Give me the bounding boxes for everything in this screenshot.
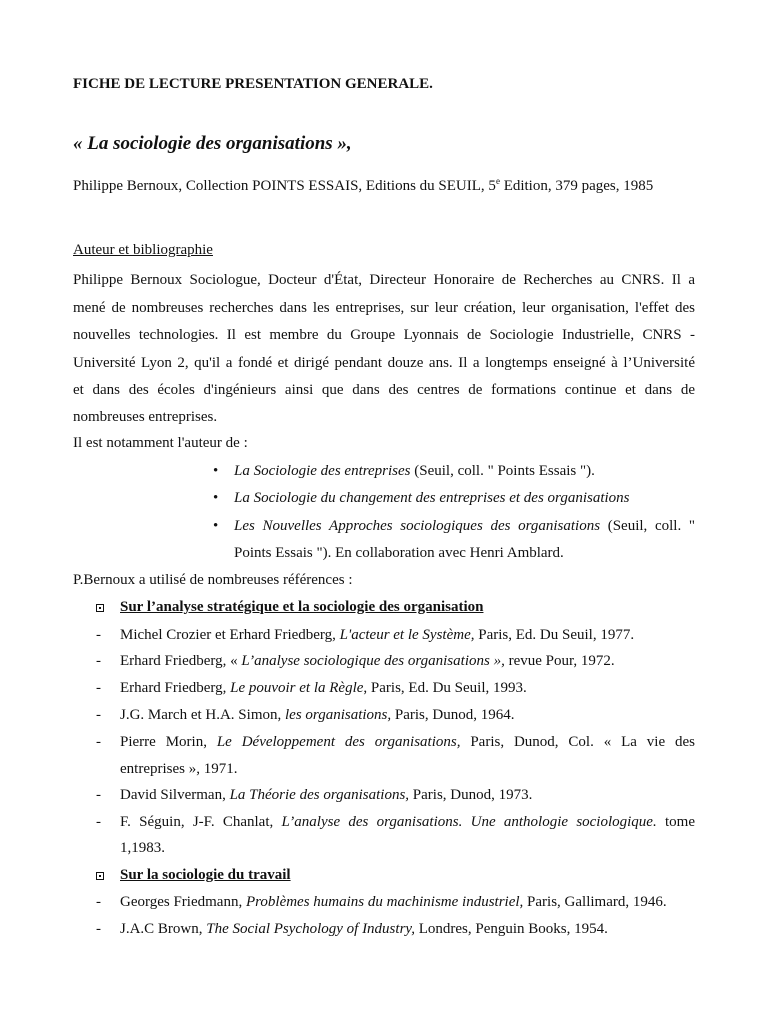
reference-item: Pierre Morin, Le Développement des organisations, Paris, Dunod, Col. « La vie des xyxy=(120,734,695,750)
dash-marker: - xyxy=(96,814,101,830)
dash-marker: - xyxy=(96,894,101,910)
reference-item: Erhard Friedberg, Le pouvoir et la Règle, Paris, Ed. Du Seuil, 1993. xyxy=(120,680,527,696)
bullet-icon: • xyxy=(213,463,219,479)
reference-item: F. Séguin, J-F. Chanlat, L’analyse des organisations. Une anthologie sociologique. tome xyxy=(120,814,695,830)
publication-info: Philippe Bernoux, Collection POINTS ESSAIS, Editions du SEUIL, 5e Edition, 379 pages, 1985 xyxy=(73,176,654,194)
reference-item: Michel Crozier et Erhard Friedberg, L'acteur et le Système, Paris, Ed. Du Seuil, 1977. xyxy=(120,627,635,643)
dash-marker: - xyxy=(96,707,101,723)
checkbox-bullet-icon xyxy=(96,872,104,880)
dash-marker: - xyxy=(96,787,101,803)
author-bio-line: et dans des écoles d'ingénieurs ainsi que dans des centres de formations continue et dans de xyxy=(73,382,695,398)
work-item-continuation: Points Essais "). En collaboration avec Henri Amblard. xyxy=(234,545,564,561)
dash-marker: - xyxy=(96,921,101,937)
checkbox-bullet-icon xyxy=(96,604,104,612)
references-intro: P.Bernoux a utilisé de nombreuses références : xyxy=(73,572,353,588)
bullet-icon: • xyxy=(213,518,219,534)
book-title: « La sociologie des organisations », xyxy=(73,133,352,154)
references-group-heading: Sur l’analyse stratégique et la sociologie des organisation xyxy=(120,599,484,615)
work-item: La Sociologie du changement des entreprises et des organisations xyxy=(234,490,630,506)
author-bio-line: nouvelles technologies. Il est membre du Groupe Lyonnais de Sociologie Industrielle, CNRS - xyxy=(73,327,695,343)
reference-item-continuation: entreprises », 1971. xyxy=(120,761,238,777)
bullet-icon: • xyxy=(213,490,219,506)
dash-marker: - xyxy=(96,653,101,669)
author-bio-line: nombreuses entreprises. xyxy=(73,409,218,425)
reference-item: J.A.C Brown, The Social Psychology of Industry, Londres, Penguin Books, 1954. xyxy=(120,921,608,937)
author-bio-line: Philippe Bernoux Sociologue, Docteur d'État, Directeur Honoraire de Recherches au CNRS. Il a xyxy=(73,272,695,288)
reference-item-continuation: 1,1983. xyxy=(120,840,165,856)
author-section-heading: Auteur et bibliographie xyxy=(73,242,213,258)
dash-marker: - xyxy=(96,734,101,750)
author-bio-line: mené de nombreuses recherches dans les entreprises, sur leur création, leur organisation, l'effet des xyxy=(73,300,695,316)
dash-marker: - xyxy=(96,680,101,696)
author-bio-line: Université Lyon 2, qu'il a fondé et dirigé pendant douze ans. Il a longtemps enseigné à l’Université xyxy=(73,355,695,371)
fiche-title: FICHE DE LECTURE PRESENTATION GENERALE. xyxy=(73,76,433,92)
reference-item: Georges Friedmann, Problèmes humains du machinisme industriel, Paris, Gallimard, 1946. xyxy=(120,894,667,910)
reference-item: Erhard Friedberg, « L’analyse sociologique des organisations », revue Pour, 1972. xyxy=(120,653,615,669)
references-group-heading: Sur la sociologie du travail xyxy=(120,867,291,883)
reference-item: J.G. March et H.A. Simon, les organisations, Paris, Dunod, 1964. xyxy=(120,707,515,723)
reference-item: David Silverman, La Théorie des organisations, Paris, Dunod, 1973. xyxy=(120,787,533,803)
work-item: La Sociologie des entreprises (Seuil, coll. " Points Essais "). xyxy=(234,463,595,479)
dash-marker: - xyxy=(96,627,101,643)
work-item: Les Nouvelles Approches sociologiques des organisations (Seuil, coll. " xyxy=(234,518,695,534)
author-of-label: Il est notamment l'auteur de : xyxy=(73,435,248,451)
